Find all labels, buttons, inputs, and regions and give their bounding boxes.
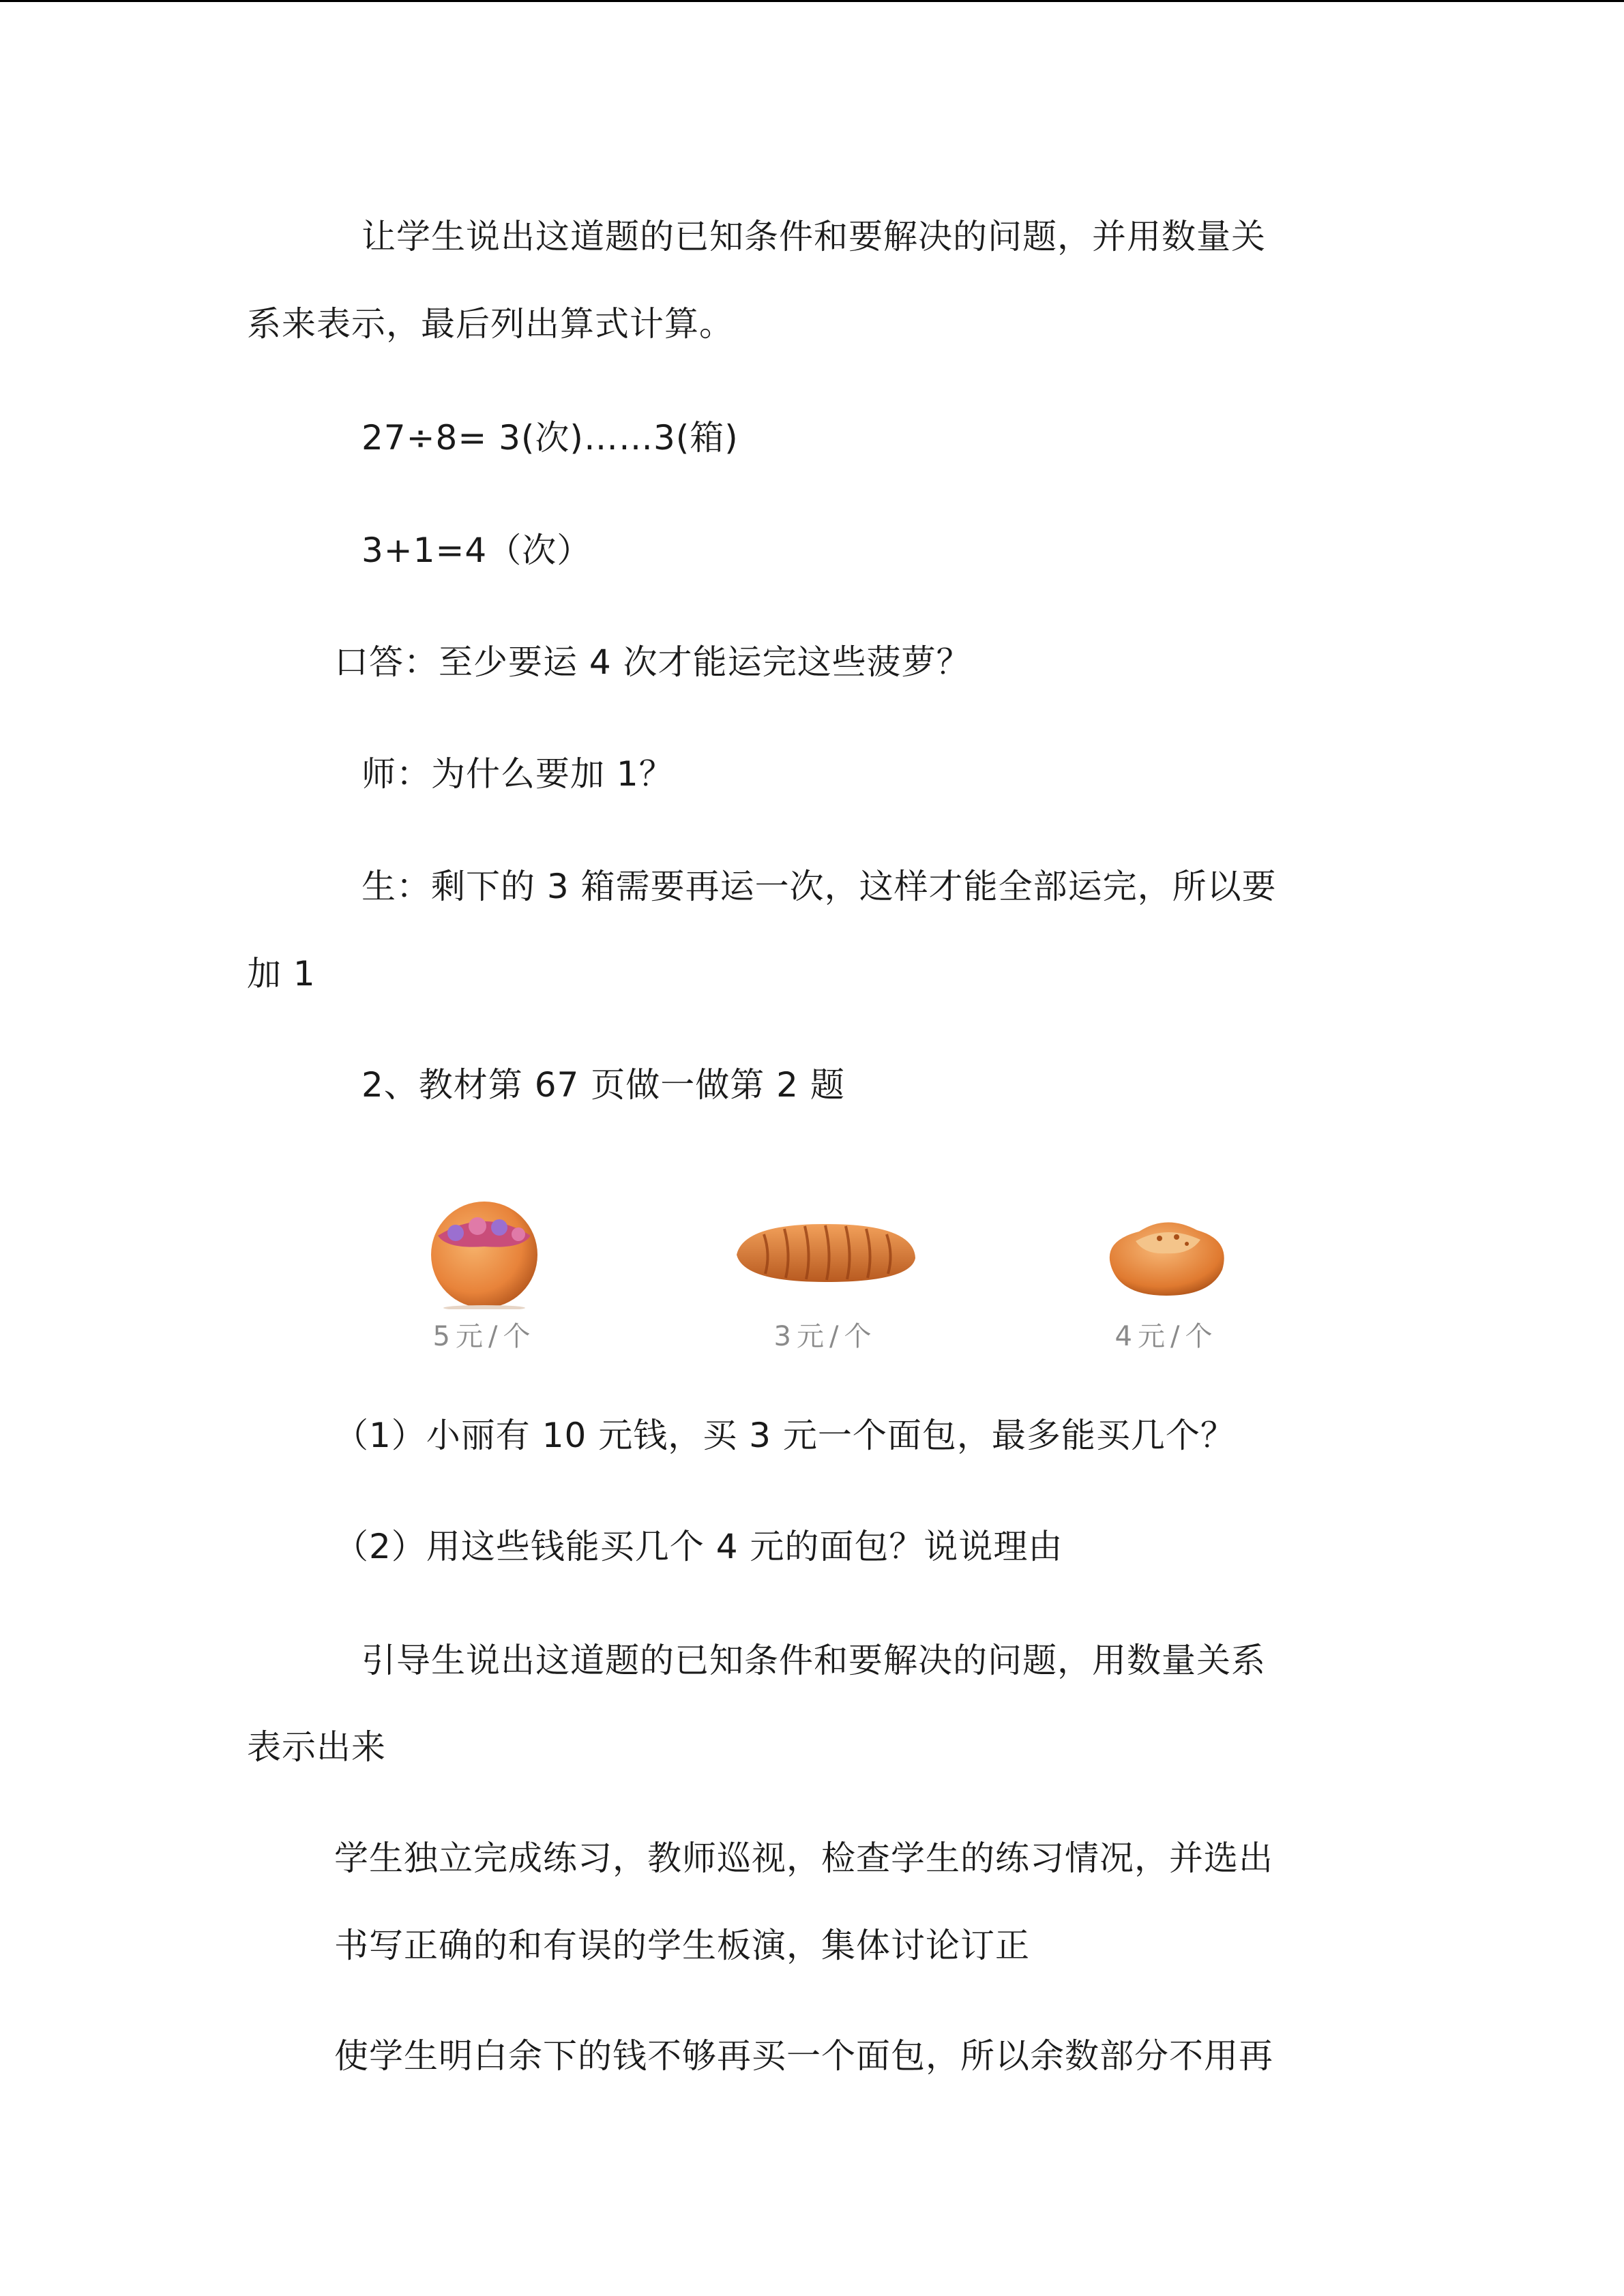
page-top-border <box>0 0 1624 2</box>
paragraph-line: 学生独立完成练习，教师巡视，检查学生的练习情况，并选出 <box>334 1838 1273 1878</box>
round-bread-icon <box>382 1187 587 1309</box>
paragraph-line: 书写正确的和有误的学生板演，集体讨论订正 <box>334 1926 1030 1965</box>
bread-item <box>1064 1187 1269 1364</box>
bread-illustration <box>382 1187 1269 1364</box>
price-label: 5元/个 <box>432 1321 536 1352</box>
paragraph-line: 表示出来 <box>247 1727 386 1767</box>
equation-line: 3+1=4（次） <box>361 531 592 570</box>
paragraph-line: 使学生明白余下的钱不够再买一个面包，所以余数部分不用再 <box>334 2036 1273 2076</box>
paragraph-line: 引导生说出这道题的已知条件和要解决的问题，用数量关系 <box>361 1641 1266 1680</box>
question-line: （1）小丽有 10 元钱，买 3 元一个面包，最多能买几个？ <box>334 1416 1235 1455</box>
paragraph-line: 系来表示，最后列出算式计算。 <box>247 304 734 344</box>
long-bread-icon <box>723 1187 928 1309</box>
price-label: 3元/个 <box>773 1321 877 1352</box>
student-line: 生：剩下的 3 箱需要再运一次，这样才能全部运完，所以要 <box>361 867 1277 906</box>
bread-item <box>723 1187 928 1364</box>
answer-line: 口答：至少要运 4 次才能运完这些菠萝？ <box>334 642 971 682</box>
paragraph-line: 让学生说出这道题的已知条件和要解决的问题，并用数量关 <box>361 217 1266 256</box>
price-label: 4元/个 <box>1114 1321 1218 1352</box>
bread-item <box>382 1187 587 1364</box>
equation-line: 27÷8= 3(次)……3(箱) <box>361 418 739 458</box>
exercise-heading: 2、教材第 67 页做一做第 2 题 <box>361 1065 845 1105</box>
bun-bread-icon <box>1064 1187 1269 1309</box>
student-line: 加 1 <box>247 954 316 994</box>
teacher-line: 师：为什么要加 1？ <box>361 754 674 794</box>
question-line: （2）用这些钱能买几个 4 元的面包？说说理由 <box>334 1527 1063 1566</box>
